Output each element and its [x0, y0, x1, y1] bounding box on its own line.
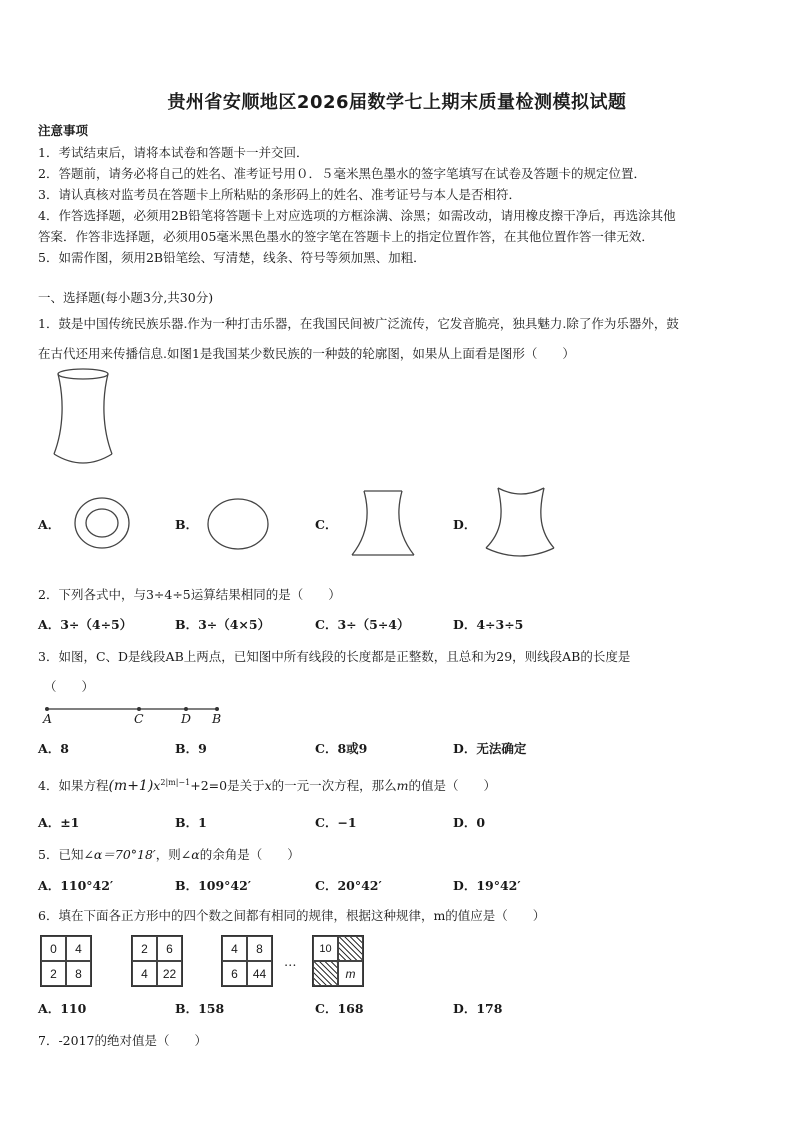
question-1-line-2: 在古代还用来传播信息.如图1是我国某少数民族的一种鼓的轮廓图，如果从上面看是图形（ ） — [38, 346, 575, 361]
q4-stem-mid2: 的一元一次方程，那么 — [271, 778, 397, 793]
notice-item: 1．考试结束后，请将本试卷和答题卡一并交回． — [38, 145, 309, 160]
square-cell: 4 — [132, 961, 157, 986]
q1-option-c-front-view-figure — [350, 489, 420, 559]
q5-stem-mid: ，则 — [155, 847, 181, 862]
q6-option-a: A．110 — [38, 1001, 87, 1016]
notice-item: 5．如需作图，须用2B铅笔绘、写清楚，线条、符号等须加黑、加粗． — [38, 250, 426, 265]
question-3-stem: 3．如图，C、D是线段AB上两点，已知图中所有线段的长度都是正整数，且总和为29，则线段AB的长度是 — [38, 649, 631, 664]
q2-option-d: D．4÷3÷5 — [453, 617, 524, 632]
q5-option-c: C．20°42′ — [315, 878, 382, 893]
q5-stem-pre: 5．已知 — [38, 847, 84, 862]
point-c-label: C — [134, 711, 144, 726]
q3-option-d: D．无法确定 — [453, 741, 527, 756]
question-1-line-1: 1．鼓是中国传统民族乐器.作为一种打击乐器，在我国民间被广泛流传，它发音脆亮，独具魅力.除了作为乐器外，鼓 — [38, 316, 679, 331]
q5-stem-post: 的余角是（ ） — [199, 847, 300, 862]
square-cell: 8 — [66, 961, 91, 986]
q5-angle-symbol: ∠α — [180, 847, 200, 862]
q2-option-a: A．3÷（4÷5） — [38, 617, 133, 632]
point-d-label: D — [181, 711, 192, 726]
square-cell: 44 — [247, 961, 272, 986]
q4-stem-mid: 是关于 — [227, 778, 265, 793]
q4-equation-exponent: 2|m|−1 — [160, 777, 191, 787]
q4-stem-pre: 4．如果方程 — [38, 778, 109, 793]
page-title: 贵州省安顺地区2026届数学七上期末质量检测模拟试题 — [167, 92, 627, 113]
q3-option-a: A．8 — [38, 741, 69, 756]
q2-option-b: B．3÷（4×5） — [175, 617, 271, 632]
q4-equation-x: x — [153, 778, 161, 793]
q1-option-a-ring-figure — [73, 496, 133, 552]
number-square-2 — [131, 935, 183, 987]
number-square-4 — [312, 935, 364, 987]
square-cell: 4 — [66, 936, 91, 961]
q4-var-m: m — [396, 778, 409, 793]
q1-option-c-label: C． — [315, 517, 338, 532]
question-3-paren: （ ） — [44, 679, 95, 694]
question-7-stem: 7．-2017的绝对值是（ ） — [38, 1033, 207, 1048]
square-cell: 8 — [247, 936, 272, 961]
question-6-stem: 6．填在下面各正方形中的四个数之间都有相同的规律，根据这种规律，m的值应是（ ） — [38, 908, 546, 923]
q6-option-c: C．168 — [315, 1001, 364, 1016]
hatched-cell — [338, 936, 363, 961]
ellipsis: … — [284, 954, 297, 969]
q1-option-d-label: D． — [453, 517, 477, 532]
notice-item: 2．答题前，请务必将自己的姓名、准考证号用０．５毫米黑色墨水的签字笔填写在试卷及答题卡的规定位置． — [38, 166, 646, 181]
q2-option-c: C．3÷（5÷4） — [315, 617, 410, 632]
notice-item: 3．请认真核对监考员在答题卡上所粘贴的条形码上的姓名、准考证号与本人是否相符． — [38, 187, 521, 202]
number-square-3 — [221, 935, 273, 987]
square-cell: 22 — [157, 961, 182, 986]
q4-option-b: B．1 — [175, 815, 207, 830]
q5-option-b: B．109°42′ — [175, 878, 252, 893]
q4-option-d: D．0 — [453, 815, 486, 830]
q5-given-angle: ∠α＝70°18′ — [83, 847, 156, 862]
question-2-stem: 2．下列各式中，与3÷4÷5运算结果相同的是（ ） — [38, 587, 341, 602]
q1-option-b-label: B． — [175, 517, 199, 532]
q6-option-d: D．178 — [453, 1001, 503, 1016]
question-5-stem — [38, 845, 300, 863]
q4-equation-coefficient: (m+1) — [108, 778, 154, 794]
notice-heading: 注意事项 — [38, 123, 89, 138]
q6-option-b: B．158 — [175, 1001, 225, 1016]
q1-option-a-label: A． — [38, 517, 61, 532]
square-cell: 10 — [313, 936, 338, 961]
square-cell: 6 — [157, 936, 182, 961]
drum-outline-figure — [50, 368, 120, 468]
q4-stem-post: 的值是（ ） — [408, 778, 497, 793]
section-heading: 一、选择题(每小题3分,共30分) — [38, 290, 214, 305]
notice-item: 答案．作答非选择题，必须用05毫米黑色墨水的签字笔在答题卡上的指定位置作答，在其他位置作答一律无效． — [38, 229, 654, 244]
q4-option-c: C．−1 — [315, 815, 357, 830]
q4-equation-rest: +2=0 — [190, 778, 228, 793]
notice-item: 4．作答选择题，必须用2B铅笔将答题卡上对应选项的方框涂满、涂黑；如需改动，请用橡皮擦干净后，再选涂其他 — [38, 208, 676, 223]
q3-option-c: C．8或9 — [315, 741, 368, 756]
point-b-label: B — [212, 711, 222, 726]
q1-option-b-circle-figure — [206, 497, 270, 553]
q5-option-d: D．19°42′ — [453, 878, 521, 893]
square-cell: 6 — [222, 961, 247, 986]
square-cell: 2 — [41, 961, 66, 986]
hatched-cell — [313, 961, 338, 986]
square-cell: 4 — [222, 936, 247, 961]
q1-option-d-front-view-figure — [484, 484, 558, 558]
q5-option-a: A．110°42′ — [38, 878, 114, 893]
square-cell: 0 — [41, 936, 66, 961]
number-square-1 — [40, 935, 92, 987]
question-4-stem — [38, 776, 496, 794]
square-cell-m: m — [338, 961, 363, 986]
point-a-label: A — [43, 711, 53, 726]
q4-option-a: A．±1 — [38, 815, 80, 830]
square-cell: 2 — [132, 936, 157, 961]
q3-option-b: B．9 — [175, 741, 207, 756]
q4-var-x: x — [264, 778, 272, 793]
